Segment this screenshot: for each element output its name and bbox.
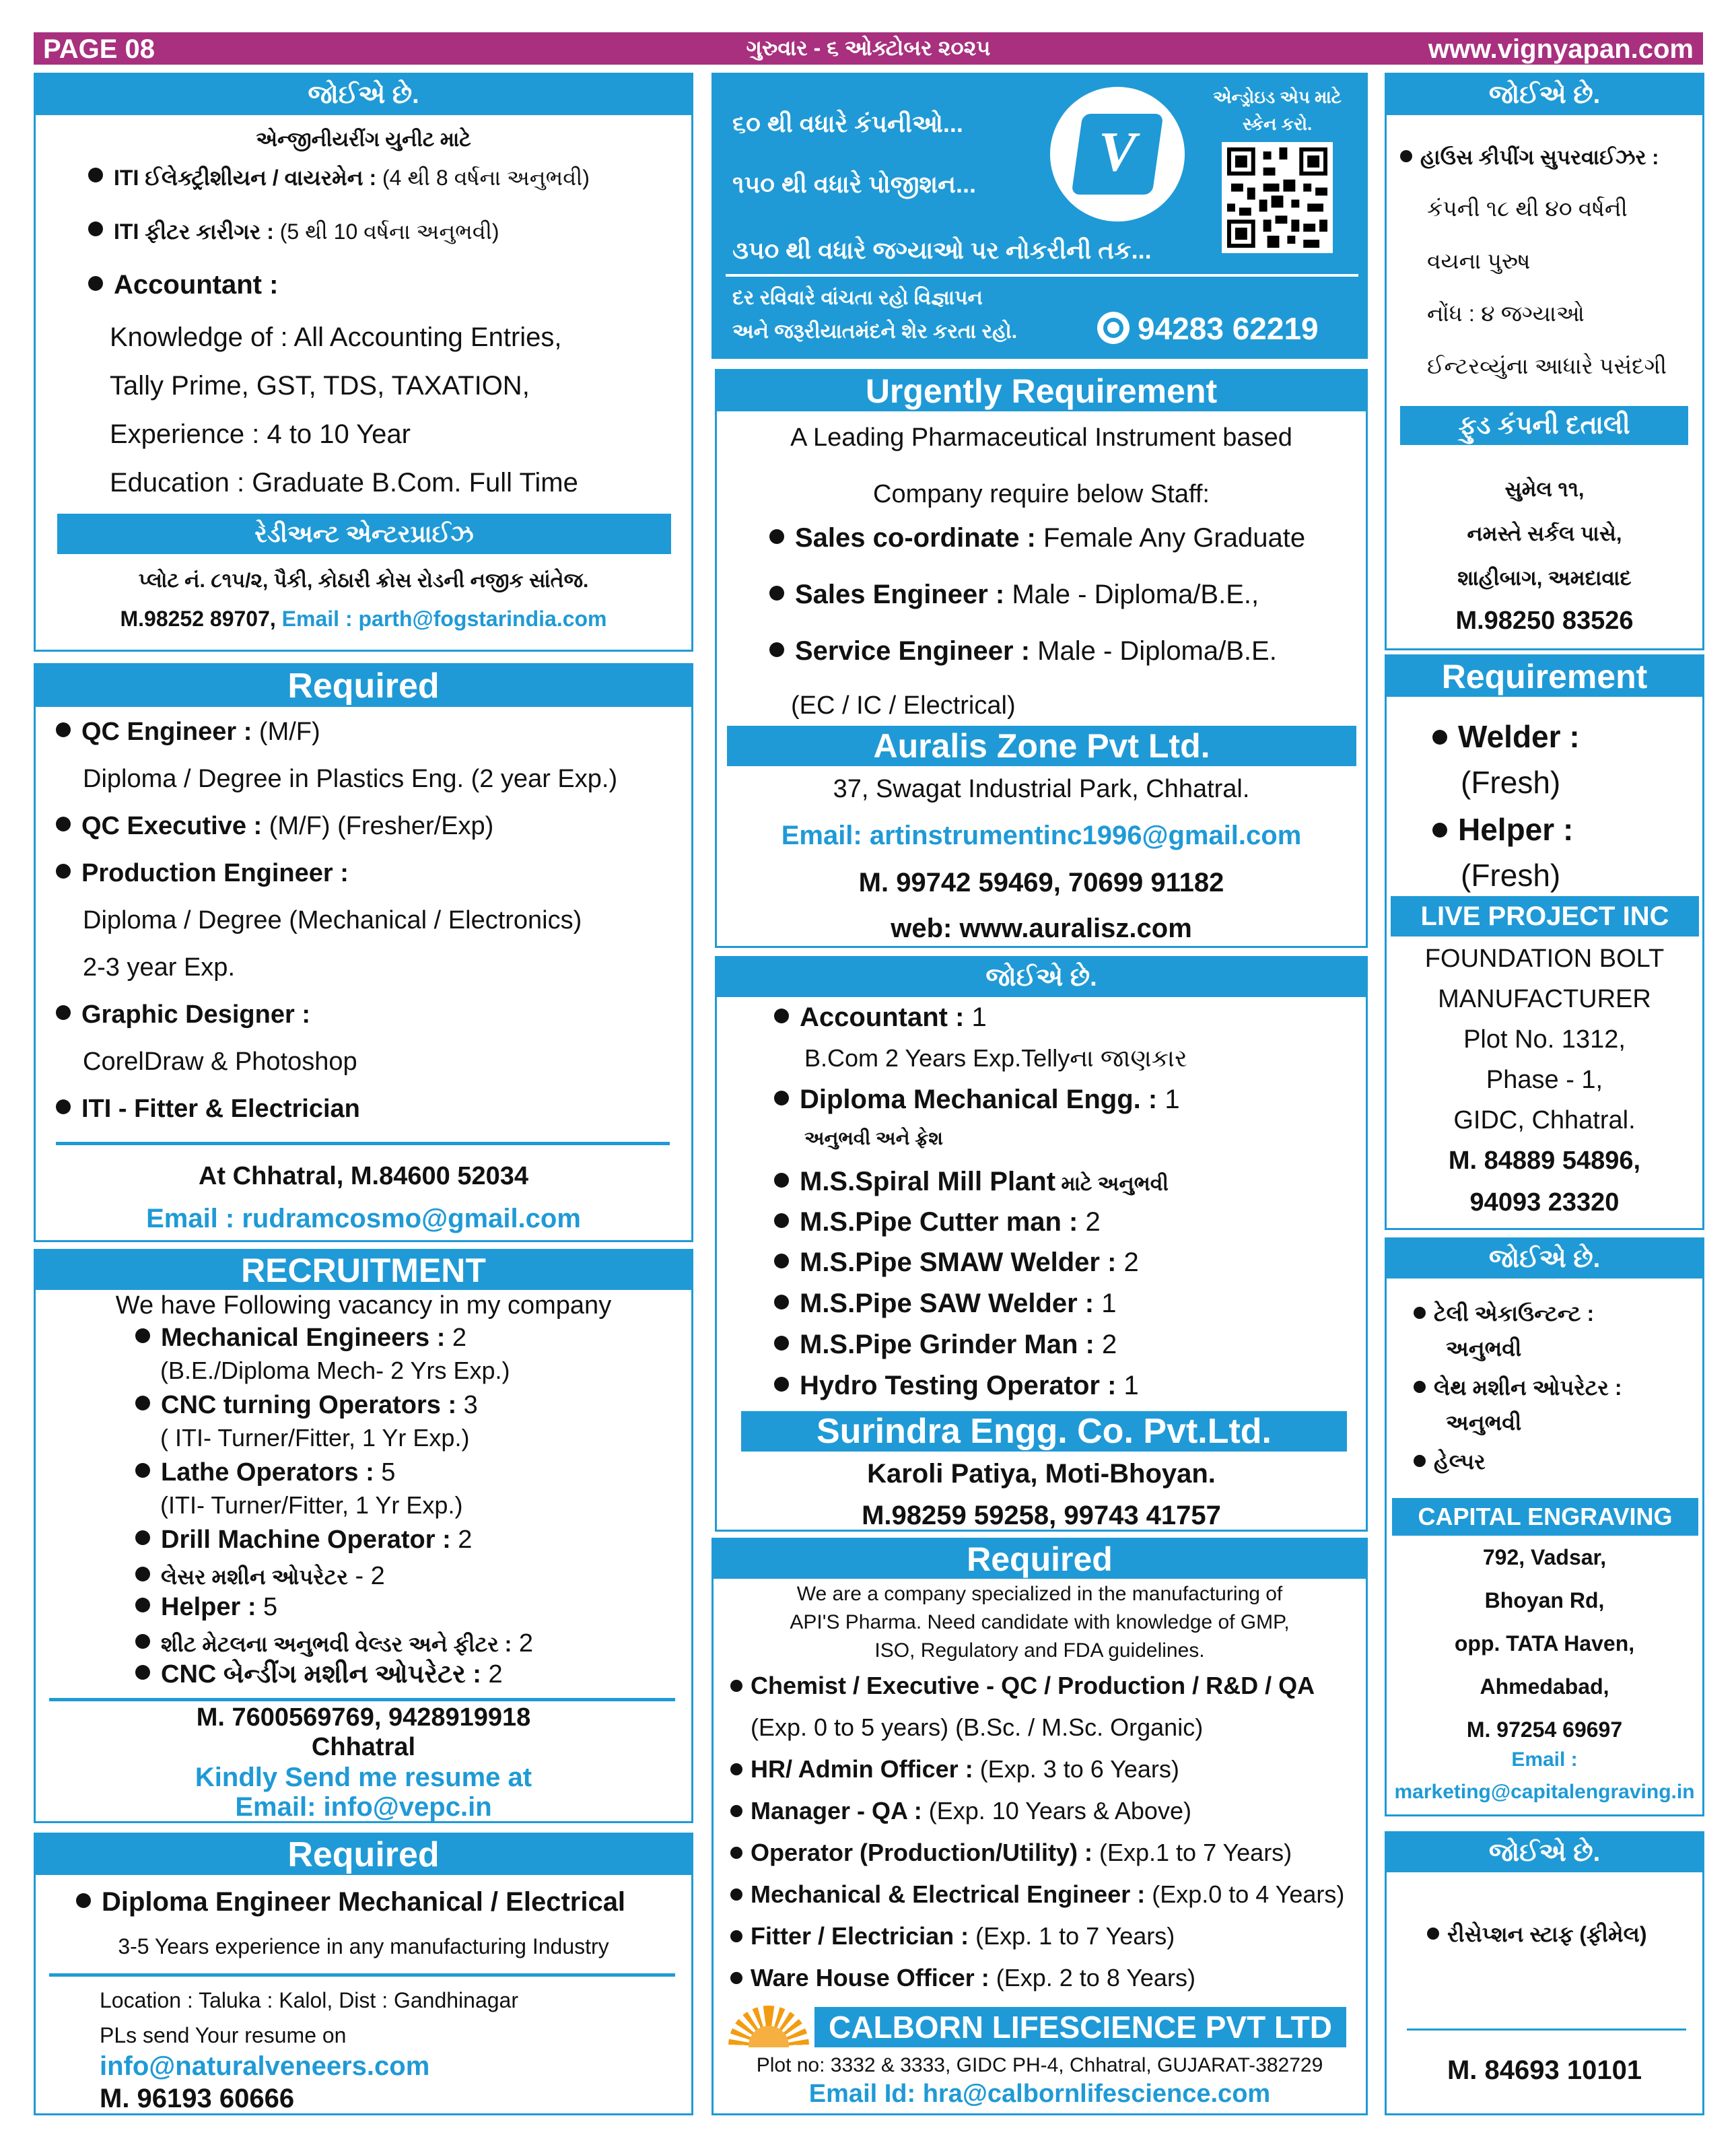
company-address: GIDC, Chhatral. <box>1453 1106 1636 1134</box>
location: Location : Taluka : Kalol, Dist : Gandhinagar <box>100 1988 518 2012</box>
ad-intro: API'S Pharma. Need candidate with knowledge of GMP, <box>790 1611 1290 1633</box>
ad-header: જોઈએ છે. <box>36 75 691 115</box>
job-detail: અનુભવી <box>1446 1336 1522 1361</box>
email-link[interactable]: info@naturalveneers.com <box>100 2051 430 2081</box>
job-item: ITI ઈલેક્ટ્રીશીયન / વાયરમેન : (4 થી 8 વર્ષના અનુભવી) <box>88 166 590 191</box>
company-web[interactable]: web: www.auralisz.com <box>891 914 1192 943</box>
job-detail: કંપની ૧૮ થી ૪૦ વર્ષની <box>1427 196 1628 221</box>
company-phone: M.98250 83526 <box>1455 607 1634 635</box>
job-detail: Tally Prime, GST, TDS, TAXATION, <box>110 371 530 401</box>
job-detail: (Fresh) <box>1461 858 1561 893</box>
job-item: શીટ મેટલના અનુભવી વેલ્ડર અને ફીટર : 2 <box>135 1629 533 1658</box>
ad-surindra-engg <box>715 956 1368 1532</box>
ad-natural-veneers <box>34 1833 693 2115</box>
job-item: Drill Machine Operator : 2 <box>135 1526 472 1555</box>
company-address: Karoli Patiya, Moti-Bhoyan. <box>867 1459 1216 1489</box>
company-phone: M. 96193 60666 <box>100 2084 295 2113</box>
ad-header: જોઈએ છે. <box>1387 1239 1702 1279</box>
company-address: Bhoyan Rd, <box>1484 1588 1605 1612</box>
app-note: સ્કેન કરો. <box>1242 114 1313 134</box>
page-number: PAGE 08 <box>43 34 155 64</box>
company-phone: 94093 23320 <box>1469 1188 1620 1217</box>
email-link[interactable]: Email : rudramcosmo@gmail.com <box>146 1204 581 1233</box>
job-detail: (ITI- Turner/Fitter, 1 Yr Exp.) <box>160 1491 463 1519</box>
job-item: Service Engineer : Male - Diploma/B.E. <box>769 636 1277 667</box>
company-name: Auralis Zone Pvt Ltd. <box>727 726 1356 766</box>
company-address: Plot No. 1312, <box>1463 1025 1626 1054</box>
job-detail: ( ITI- Turner/Fitter, 1 Yr Exp.) <box>160 1424 470 1452</box>
company-contact: At Chhatral, M.84600 52034 <box>198 1162 528 1190</box>
job-detail: નોંધ : ૪ જગ્યાઓ <box>1427 301 1585 326</box>
job-detail: (B.E./Diploma Mech- 2 Yrs Exp.) <box>160 1357 510 1384</box>
job-detail: ઈન્ટરવ્યુંના આધારે પસંદગી <box>1427 353 1667 378</box>
job-item: Sales co-ordinate : Female Any Graduate <box>769 523 1305 553</box>
ad-header: Required <box>36 665 691 707</box>
company-address: 37, Swagat Industrial Park, Chhatral. <box>833 775 1250 803</box>
job-item: હેલ્પર <box>1414 1450 1486 1475</box>
job-item: હાઉસ કીપીંગ સુપરવાઈઝર : <box>1400 145 1659 170</box>
job-detail: 2-3 year Exp. <box>83 953 235 982</box>
ad-auralis-zone <box>715 369 1368 948</box>
job-item: ટેલી એકાઉન્ટન્ટ : <box>1414 1301 1594 1327</box>
job-item: Accountant : <box>88 270 278 300</box>
job-item: લેથ મશીન ઓપરેટર : <box>1414 1375 1622 1401</box>
promo-banner <box>711 73 1368 359</box>
job-item: Diploma Mechanical Engg. : 1 <box>774 1085 1180 1115</box>
company-address: MANUFACTURER <box>1438 985 1651 1013</box>
company-phone: M. 84693 10101 <box>1447 2055 1642 2085</box>
job-item: Diploma Engineer Mechanical / Electrical <box>76 1887 625 1917</box>
job-detail: Diploma / Degree (Mechanical / Electronics) <box>83 906 582 934</box>
ad-food-company-datali <box>1385 73 1704 650</box>
company-name: CAPITAL ENGRAVING <box>1392 1498 1698 1536</box>
whatsapp-icon <box>1097 312 1130 344</box>
company-phone: M. 99742 59469, 70699 91182 <box>858 868 1224 897</box>
job-item: QC Executive : (M/F) (Fresher/Exp) <box>56 812 493 841</box>
ad-radiant-enterprise <box>34 73 693 652</box>
company-phone: M. 97254 69697 <box>1466 1717 1623 1742</box>
ad-header: જોઈએ છે. <box>1387 1833 1702 1872</box>
job-item: Sales Engineer : Male - Diploma/B.E., <box>769 580 1259 610</box>
ad-header: Urgently Requirement <box>717 371 1366 411</box>
job-item: M.S.Pipe Grinder Man : 2 <box>774 1330 1117 1360</box>
divider <box>49 1973 675 1977</box>
masthead <box>34 32 1703 65</box>
job-detail: CorelDraw & Photoshop <box>83 1048 357 1076</box>
company-contact: M.98252 89707, Email : parth@fogstarindia.com <box>120 607 607 631</box>
job-item: Fitter / Electrician : (Exp. 1 to 7 Years) <box>730 1922 1175 1950</box>
ad-vepc-recruitment <box>34 1249 693 1823</box>
promo-line: ૧૫૦ થી વધારે પોજીશન... <box>732 170 976 198</box>
job-item: Helper : 5 <box>135 1593 277 1622</box>
job-detail: Education : Graduate B.Com. Full Time <box>110 468 578 498</box>
divider <box>56 1142 670 1145</box>
ad-header: RECRUITMENT <box>36 1251 691 1290</box>
company-name: Surindra Engg. Co. Pvt.Ltd. <box>741 1411 1347 1452</box>
resume-note: Kindly Send me resume at <box>195 1763 532 1792</box>
company-phone: M.98259 59258, 99743 41757 <box>862 1501 1221 1530</box>
email-label: Email : <box>1511 1748 1578 1771</box>
job-item: ITI ફીટર કારીગર : (5 થી 10 વર્ષના અનુભવી) <box>88 219 499 245</box>
resume-note: PLs send Your resume on <box>100 2023 347 2047</box>
job-item: ITI - Fitter & Electrician <box>56 1095 360 1124</box>
job-item: રીસેપ્શન સ્ટાફ (ફીમેલ) <box>1427 1922 1647 1948</box>
ad-header: Required <box>714 1540 1366 1579</box>
job-item: Hydro Testing Operator : 1 <box>774 1371 1139 1401</box>
ad-header: Required <box>36 1835 691 1875</box>
company-address: શાહીબાગ, અમદાવાદ <box>1457 566 1632 590</box>
company-address: નમસ્તે સર્કલ પાસે, <box>1467 522 1622 545</box>
site-url[interactable]: www.vignyapan.com <box>1428 34 1694 64</box>
job-detail: અનુભવી <box>1446 1410 1522 1435</box>
job-item: M.S.Pipe SAW Welder : 1 <box>774 1289 1116 1319</box>
whatsapp-number[interactable]: 94283 62219 <box>1138 311 1319 346</box>
job-item: QC Engineer : (M/F) <box>56 718 320 747</box>
job-item: M.S.Spiral Mill Plant માટે અનુભવી <box>774 1167 1169 1197</box>
ad-calborn-lifescience <box>711 1538 1368 2115</box>
job-detail: અનુભવી અને ફ્રેશ <box>804 1128 943 1149</box>
company-place: Chhatral <box>311 1733 416 1761</box>
ad-live-project-inc <box>1385 654 1704 1230</box>
job-detail: 3-5 Years experience in any manufacturing Industry <box>118 1934 609 1958</box>
promo-line: દર રવિવારે વાંચતા રહો વિજ્ઞાપન <box>732 287 983 309</box>
ad-intro: We are a company specialized in the manufacturing of <box>796 1583 1283 1605</box>
company-address: Ahmedabad, <box>1480 1674 1609 1699</box>
job-item: M.S.Pipe SMAW Welder : 2 <box>774 1248 1139 1278</box>
job-item: Mechanical Engineers : 2 <box>135 1324 466 1353</box>
ad-header: Requirement <box>1387 656 1702 697</box>
ad-rudram-cosmo <box>34 663 693 1242</box>
company-phone: M. 7600569769, 9428919918 <box>196 1703 531 1732</box>
company-address: opp. TATA Haven, <box>1454 1631 1635 1656</box>
email-link[interactable]: Email: info@vepc.in <box>235 1792 492 1822</box>
job-item: Chemist / Executive - QC / Production / R&D / QA <box>730 1672 1315 1700</box>
job-item: Helper : <box>1432 811 1573 848</box>
job-item: Mechanical & Electrical Engineer : (Exp.0 to 4 Years) <box>730 1880 1344 1909</box>
divider <box>1407 2029 1686 2031</box>
job-item: CNC બેન્ડીંગ મશીન ઓપરેટર : 2 <box>135 1660 503 1689</box>
job-detail: Experience : 4 to 10 Year <box>110 419 411 449</box>
job-item: લેસર મશીન ઓપરેટર - 2 <box>135 1562 385 1591</box>
ad-capital-engraving <box>1385 1237 1704 1816</box>
company-address: Phase - 1, <box>1486 1066 1603 1094</box>
promo-line: અને જરૂરીયાતમંદને શેર કરતા રહો. <box>732 320 1018 343</box>
email-link[interactable]: Email : parth@fogstarindia.com <box>281 607 607 631</box>
company-name: CALBORN LIFESCIENCE PVT LTD <box>814 2007 1346 2047</box>
job-item: Ware House Officer : (Exp. 2 to 8 Years) <box>730 1964 1195 1992</box>
ad-intro: A Leading Pharmaceutical Instrument based <box>790 423 1292 452</box>
app-note: એન્ડ્રોઇડ એપ માટે <box>1213 87 1342 107</box>
job-item: Manager - QA : (Exp. 10 Years & Above) <box>730 1797 1191 1825</box>
qr-code[interactable] <box>1222 142 1333 253</box>
job-detail: Diploma / Degree in Plastics Eng. (2 year Exp.) <box>83 765 618 793</box>
company-name: ફુડ કંપની દતાલી <box>1400 406 1688 445</box>
email-link[interactable]: Email: artinstrumentinc1996@gmail.com <box>781 821 1302 850</box>
company-name: LIVE PROJECT INC <box>1391 896 1699 936</box>
company-address: પ્લોટ નં. ૮૧૫/૨, પૈકી, કોઠારી ક્રોસ રોડની નજીક સાંતેજ. <box>138 570 589 592</box>
job-detail: (Exp. 0 to 5 years) (B.Sc. / M.Sc. Organic) <box>751 1713 1204 1741</box>
job-item: Welder : <box>1432 718 1580 755</box>
job-detail: Knowledge of : All Accounting Entries, <box>110 322 562 352</box>
email-link[interactable]: Email Id: hra@calbornlifescience.com <box>808 2080 1271 2108</box>
promo-line: ૩૫૦ થી વધારે જગ્યાઓ પર નોકરીની તક... <box>732 236 1152 264</box>
job-detail: (EC / IC / Electrical) <box>791 691 1016 720</box>
ad-header: જોઈએ છે. <box>1387 75 1702 115</box>
job-item: M.S.Pipe Cutter man : 2 <box>774 1207 1101 1237</box>
job-item: Production Engineer : <box>56 859 349 888</box>
divider <box>49 1698 675 1701</box>
job-detail: (Fresh) <box>1461 765 1561 800</box>
divider <box>726 274 1358 277</box>
job-item: Accountant : 1 <box>774 1002 987 1033</box>
company-address: 792, Vadsar, <box>1482 1545 1607 1569</box>
issue-date: ગુરુવાર - ૬ ઓક્ટોબર ૨૦૨૫ <box>746 36 991 60</box>
job-item: Graphic Designer : <box>56 1000 310 1029</box>
job-detail: વયના પુરુષ <box>1427 248 1531 273</box>
ad-header: જોઈએ છે. <box>717 958 1366 997</box>
job-item: Operator (Production/Utility) : (Exp.1 to 7 Years) <box>730 1839 1292 1867</box>
ad-intro: We have Following vacancy in my company <box>115 1291 612 1320</box>
company-name: રેડીઅન્ટ એન્ટરપ્રાઈઝ <box>57 514 671 554</box>
job-item: Lathe Operators : 5 <box>135 1458 395 1487</box>
email-link[interactable]: marketing@capitalengraving.in <box>1394 1781 1695 1803</box>
company-address: FOUNDATION BOLT <box>1424 945 1665 973</box>
ad-reception-staff <box>1385 1831 1704 2115</box>
ad-subtitle: એન્જીનીયરીંગ યુનીટ માટે <box>256 129 471 151</box>
company-address: Plot no: 3332 & 3333, GIDC PH-4, Chhatral, GUJARAT-382729 <box>756 2054 1323 2076</box>
job-item: CNC turning Operators : 3 <box>135 1391 478 1420</box>
sun-logo-icon <box>728 2006 809 2047</box>
job-detail: B.Com 2 Years Exp.Tellyના જાણકાર <box>804 1044 1187 1072</box>
vignyapan-logo: V <box>1050 87 1185 221</box>
promo-line: ૬૦ થી વધારે કંપનીઓ... <box>732 110 963 137</box>
company-address: સુમેલ ૧૧, <box>1504 477 1585 501</box>
job-item: HR/ Admin Officer : (Exp. 3 to 6 Years) <box>730 1755 1179 1783</box>
ad-intro: ISO, Regulatory and FDA guidelines. <box>874 1639 1205 1662</box>
company-phone: M. 84889 54896, <box>1448 1147 1641 1175</box>
ad-intro: Company require below Staff: <box>873 480 1210 508</box>
